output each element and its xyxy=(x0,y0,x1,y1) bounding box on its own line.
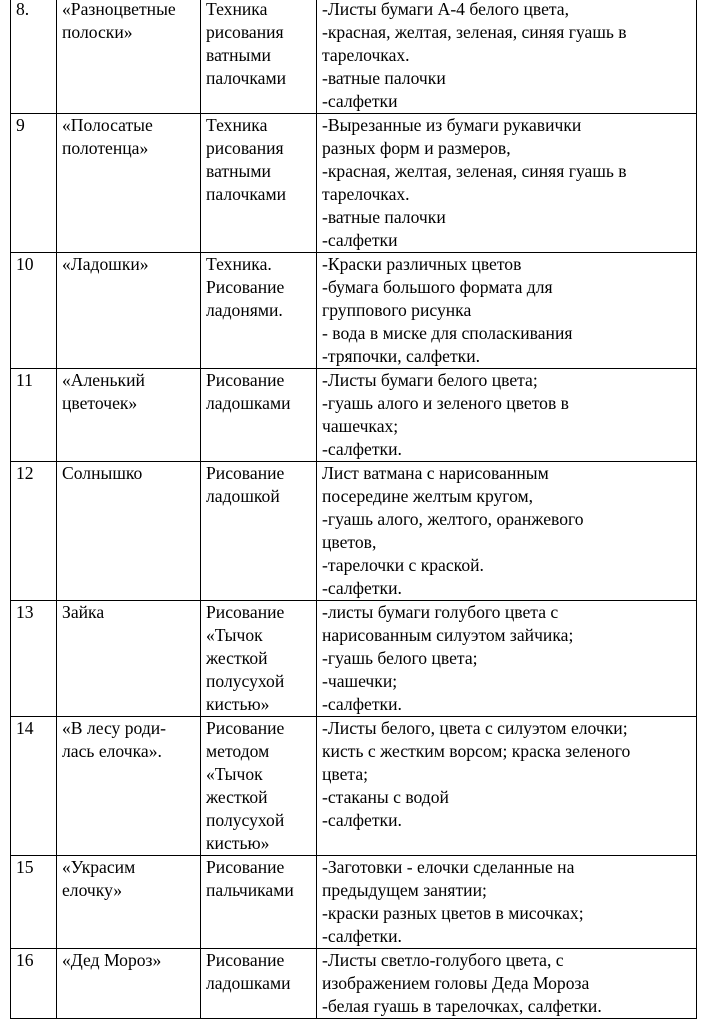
lesson-materials-cell xyxy=(317,717,697,856)
lesson-materials-cell xyxy=(317,0,697,114)
lesson-title-line: «Ладошки» xyxy=(62,254,149,274)
lesson-materials-line: -красная, желтая, зеленая, синяя гуашь в xyxy=(322,22,627,42)
lesson-technique-line: палочками xyxy=(206,184,286,204)
lesson-title-cell xyxy=(57,462,201,601)
lesson-title-line: «Дед Мороз» xyxy=(62,950,162,970)
lesson-materials-line: -красная, желтая, зеленая, синяя гуашь в xyxy=(322,161,627,181)
lesson-materials-line: тарелочках. xyxy=(322,45,410,65)
lesson-technique-line: пальчиками xyxy=(206,880,294,900)
lesson-title-line: лась елочка». xyxy=(62,741,162,761)
lesson-technique-line: полусухой xyxy=(206,810,285,830)
lesson-technique-line: кистью» xyxy=(206,833,270,853)
lesson-materials-line: -Вырезанные из бумаги рукавички xyxy=(322,115,582,135)
lesson-plan-table xyxy=(10,0,697,1019)
lesson-number-cell: 11 xyxy=(11,369,57,462)
lesson-materials-line: -салфетки. xyxy=(322,926,402,946)
lesson-title-line: полоски» xyxy=(62,22,133,42)
lesson-technique-line: палочками xyxy=(206,68,286,88)
lesson-materials-line: -листы бумаги голубого цвета с xyxy=(322,602,559,622)
lesson-title-line: «В лесу роди- xyxy=(62,718,167,738)
lesson-technique-line: рисования xyxy=(206,22,284,42)
lesson-materials-line: изображением головы Деда Мороза xyxy=(322,973,590,993)
lesson-number-cell: 9 xyxy=(11,114,57,253)
lesson-materials-line: -краски разных цветов в мисочках; xyxy=(322,903,584,923)
lesson-technique-line: Рисование xyxy=(206,463,285,483)
lesson-number-cell: 13 xyxy=(11,601,57,717)
lesson-title-line: полотенца» xyxy=(62,138,149,158)
lesson-technique-line: полусухой xyxy=(206,671,285,691)
table-row xyxy=(11,253,697,369)
lesson-materials-line: нарисованным силуэтом зайчика; xyxy=(322,625,574,645)
lesson-technique-line: ладошками xyxy=(206,973,291,993)
table-row xyxy=(11,114,697,253)
lesson-technique-cell xyxy=(201,0,317,114)
table-row xyxy=(11,856,697,949)
lesson-title-line: «Полосатые xyxy=(62,115,153,135)
lesson-title-cell xyxy=(57,949,201,1019)
lesson-technique-cell xyxy=(201,253,317,369)
lesson-technique-cell xyxy=(201,856,317,949)
lesson-technique-line: Рисование xyxy=(206,602,285,622)
lesson-title-cell xyxy=(57,601,201,717)
lesson-materials-line: - вода в миске для споласкивания xyxy=(322,323,573,343)
table-row xyxy=(11,0,697,114)
lesson-materials-line: -Листы бумаги А-4 белого цвета, xyxy=(322,0,569,19)
lesson-technique-line: ладошкой xyxy=(206,486,280,506)
lesson-materials-line: -Листы светло-голубого цвета, с xyxy=(322,950,564,970)
lesson-materials-line: -Заготовки - елочки сделанные на xyxy=(322,857,575,877)
lesson-technique-line: кистью» xyxy=(206,694,270,714)
lesson-technique-cell xyxy=(201,462,317,601)
lesson-technique-cell xyxy=(201,949,317,1019)
lesson-technique-line: методом xyxy=(206,741,270,761)
lesson-number-cell: 16 xyxy=(11,949,57,1019)
lesson-materials-line: -салфетки xyxy=(322,230,398,250)
lesson-materials-cell xyxy=(317,253,697,369)
lesson-materials-cell xyxy=(317,949,697,1019)
lesson-number-cell: 12 xyxy=(11,462,57,601)
lesson-materials-line: -Краски различных цветов xyxy=(322,254,522,274)
lesson-materials-line: -салфетки xyxy=(322,91,398,111)
table-row xyxy=(11,717,697,856)
lesson-materials-line: -салфетки. xyxy=(322,578,402,598)
lesson-technique-line: жесткой xyxy=(206,787,268,807)
lesson-materials-line: -ватные палочки xyxy=(322,207,446,227)
lesson-title-cell xyxy=(57,0,201,114)
lesson-title-cell xyxy=(57,369,201,462)
lesson-materials-line: -салфетки. xyxy=(322,810,402,830)
lesson-technique-line: ватными xyxy=(206,161,271,181)
lesson-title-line: Зайка xyxy=(62,602,105,622)
lesson-technique-cell xyxy=(201,369,317,462)
lesson-title-line: «Аленький xyxy=(62,370,145,390)
lesson-title-cell xyxy=(57,717,201,856)
lesson-technique-line: ладонями. xyxy=(206,300,283,320)
lesson-materials-line: -бумага большого формата для xyxy=(322,277,553,297)
lesson-technique-line: жесткой xyxy=(206,648,268,668)
lesson-title-cell xyxy=(57,253,201,369)
lesson-technique-line: рисования xyxy=(206,138,284,158)
lesson-materials-cell xyxy=(317,601,697,717)
lesson-title-line: Солнышко xyxy=(62,463,143,483)
lesson-technique-line: Техника. xyxy=(206,254,272,274)
lesson-materials-cell xyxy=(317,462,697,601)
lesson-number-cell: 15 xyxy=(11,856,57,949)
lesson-technique-line: Рисование xyxy=(206,857,285,877)
lesson-technique-line: Рисование xyxy=(206,277,285,297)
lesson-materials-line: -гуашь белого цвета; xyxy=(322,648,478,668)
lesson-materials-line: -Листы белого, цвета с силуэтом елочки; xyxy=(322,718,628,738)
lesson-technique-line: Рисование xyxy=(206,718,285,738)
lesson-title-line: «Украсим xyxy=(62,857,136,877)
lesson-technique-cell xyxy=(201,601,317,717)
table-row xyxy=(11,369,697,462)
lesson-technique-line: Техника xyxy=(206,115,268,135)
lesson-materials-cell xyxy=(317,856,697,949)
lesson-technique-line: «Тычок xyxy=(206,764,263,784)
lesson-title-line: елочку» xyxy=(62,880,123,900)
lesson-materials-line: -салфетки. xyxy=(322,439,402,459)
lesson-technique-line: Рисование xyxy=(206,370,285,390)
lesson-title-line: цветочек» xyxy=(62,393,138,413)
lesson-materials-line: -стаканы с водой xyxy=(322,787,449,807)
lesson-materials-line: цветов, xyxy=(322,532,377,552)
lesson-technique-line: Техника xyxy=(206,0,268,19)
lesson-materials-cell xyxy=(317,114,697,253)
lesson-materials-line: чашечках; xyxy=(322,416,399,436)
lesson-materials-line: кисть с жестким ворсом; краска зеленого xyxy=(322,741,631,761)
lesson-materials-line: посередине желтым кругом, xyxy=(322,486,534,506)
lesson-technique-cell xyxy=(201,114,317,253)
lesson-materials-line: -ватные палочки xyxy=(322,68,446,88)
lesson-materials-line: тарелочках. xyxy=(322,184,410,204)
lesson-materials-line: -белая гуашь в тарелочках, салфетки. xyxy=(322,996,602,1016)
lesson-technique-line: Рисование xyxy=(206,950,285,970)
lesson-materials-line: -чашечки; xyxy=(322,671,398,691)
lesson-title-cell xyxy=(57,856,201,949)
lesson-materials-cell xyxy=(317,369,697,462)
lesson-plan-body xyxy=(11,0,697,1019)
lesson-title-cell xyxy=(57,114,201,253)
table-row xyxy=(11,601,697,717)
lesson-number-cell: 8. xyxy=(11,0,57,114)
lesson-materials-line: -тряпочки, салфетки. xyxy=(322,346,481,366)
lesson-materials-line: разных форм и размеров, xyxy=(322,138,511,158)
lesson-technique-line: ватными xyxy=(206,45,271,65)
lesson-materials-line: цвета; xyxy=(322,764,369,784)
lesson-materials-line: Лист ватмана с нарисованным xyxy=(322,463,549,483)
lesson-technique-line: «Тычок xyxy=(206,625,263,645)
lesson-technique-line: ладошками xyxy=(206,393,291,413)
table-row xyxy=(11,462,697,601)
lesson-materials-line: -тарелочки с краской. xyxy=(322,555,484,575)
lesson-number-cell: 10 xyxy=(11,253,57,369)
lesson-number-cell: 14 xyxy=(11,717,57,856)
lesson-technique-cell xyxy=(201,717,317,856)
lesson-materials-line: -гуашь алого и зеленого цветов в xyxy=(322,393,569,413)
lesson-materials-line: предыдущем занятии; xyxy=(322,880,487,900)
lesson-title-line: «Разноцветные xyxy=(62,0,176,19)
lesson-materials-line: -Листы бумаги белого цвета; xyxy=(322,370,538,390)
table-row xyxy=(11,949,697,1019)
lesson-materials-line: группового рисунка xyxy=(322,300,472,320)
lesson-materials-line: -гуашь алого, желтого, оранжевого xyxy=(322,509,584,529)
lesson-materials-line: -салфетки. xyxy=(322,694,402,714)
